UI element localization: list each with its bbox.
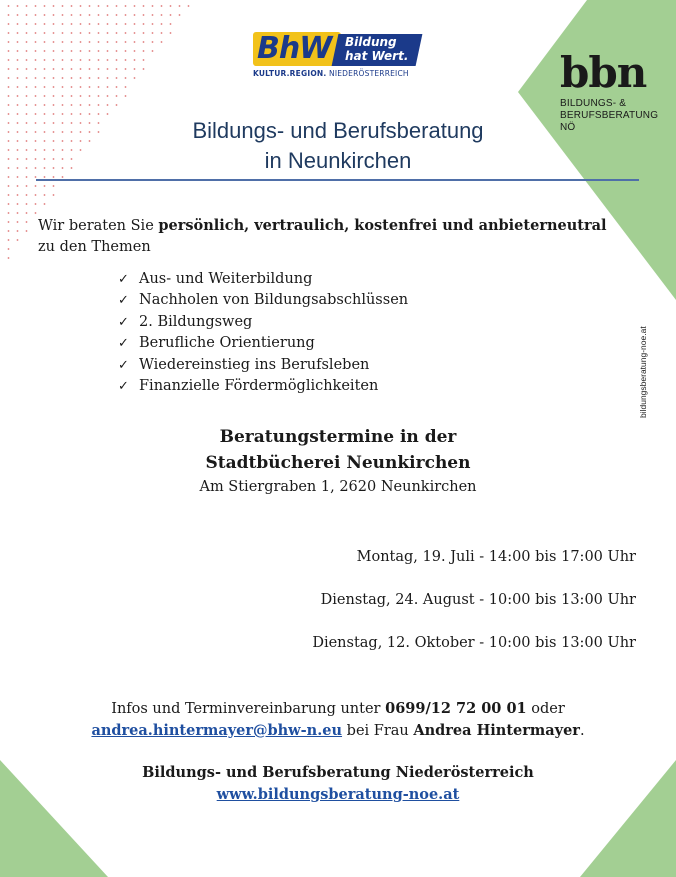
topic-item [118,376,408,397]
contact-by: bei Frau [342,723,414,739]
topic-label: Berufliche Orientierung [139,335,315,352]
topic-label: 2. Bildungsweg [139,313,253,330]
checkmark-icon: ✓ [118,357,129,373]
bbn-logo-word: bbn [560,48,647,97]
intro-suffix: zu den Themen [38,239,151,255]
footer-website-link[interactable]: www.bildungsberatung-noe.at [216,786,460,803]
bhw-sub-bold: KULTUR.REGION. [253,69,327,78]
contact-info [36,698,640,742]
footer [36,762,640,806]
bbn-sub-line2: BERUFSBERATUNG [560,110,659,121]
topic-item [118,269,408,290]
bbn-sub-line3: NÖ [560,122,576,133]
appointment-date: Montag, 19. Juli - 14:00 bis 17:00 Uhr [356,549,636,565]
appointment-date: Dienstag, 24. August - 10:00 bis 13:00 Uhr [320,592,636,608]
venue-heading-line1: Beratungstermine in der [219,427,457,447]
topic-item [118,355,408,376]
topic-label: Nachholen von Bildungsabschlüssen [139,292,409,309]
bhw-claim-line2: hat Wert. [345,49,409,63]
page-title-line2: in Neunkirchen [264,148,412,173]
contact-middle: oder [526,701,565,717]
side-url-text: bildungsberatung-noe.at [638,326,648,418]
contact-phone: 0699/12 72 00 01 [385,700,527,717]
bbn-sub-line1: BILDUNGS- & [560,98,627,109]
venue-block [36,424,640,498]
appointment-date: Dienstag, 12. Oktober - 10:00 bis 13:00 Uhr [312,635,636,651]
topic-label: Wiedereinstieg ins Berufsleben [139,356,370,373]
bhw-logo-mark: BhW [257,31,332,66]
topics-list [118,269,408,397]
intro-paragraph [38,215,648,258]
checkmark-icon: ✓ [118,336,129,352]
intro-emphasis: persönlich, vertraulich, kostenfrei und anbieterneutral [158,217,607,234]
topic-item [118,290,408,311]
page-title [36,116,640,176]
bhw-sub-regular: NIEDERÖSTERREICH [326,69,409,78]
footer-org-name: Bildungs- und Berufsberatung Niederösterreich [142,764,534,781]
checkmark-icon: ✓ [118,272,129,287]
contact-person: Andrea Hintermayer [413,722,580,739]
bhw-logo-subtitle [253,69,409,78]
appointment-dates [312,547,636,676]
topic-item [118,312,408,333]
page-title-line1: Bildungs- und Berufsberatung [192,118,484,143]
topic-item [118,333,408,354]
contact-end: . [579,723,585,739]
intro-prefix: Wir beraten Sie [38,218,159,234]
checkmark-icon: ✓ [118,379,129,395]
topic-label: Aus- und Weiterbildung [139,271,313,287]
checkmark-icon: ✓ [118,293,129,309]
bhw-logo-claim [345,35,421,63]
bhw-logo [253,32,423,82]
title-divider [36,179,639,181]
topic-label: Finanzielle Fördermöglichkeiten [139,378,379,395]
checkmark-icon: ✓ [118,314,129,330]
venue-address: Am Stiergraben 1, 2620 Neunkirchen [199,479,477,495]
bhw-claim-line1: Bildung [345,35,397,49]
contact-email-link[interactable]: andrea.hintermayer@bhw-n.eu [91,722,343,739]
contact-prefix: Infos und Terminvereinbarung unter [111,701,386,717]
venue-heading-line2: Stadtbücherei Neunkirchen [205,453,471,473]
